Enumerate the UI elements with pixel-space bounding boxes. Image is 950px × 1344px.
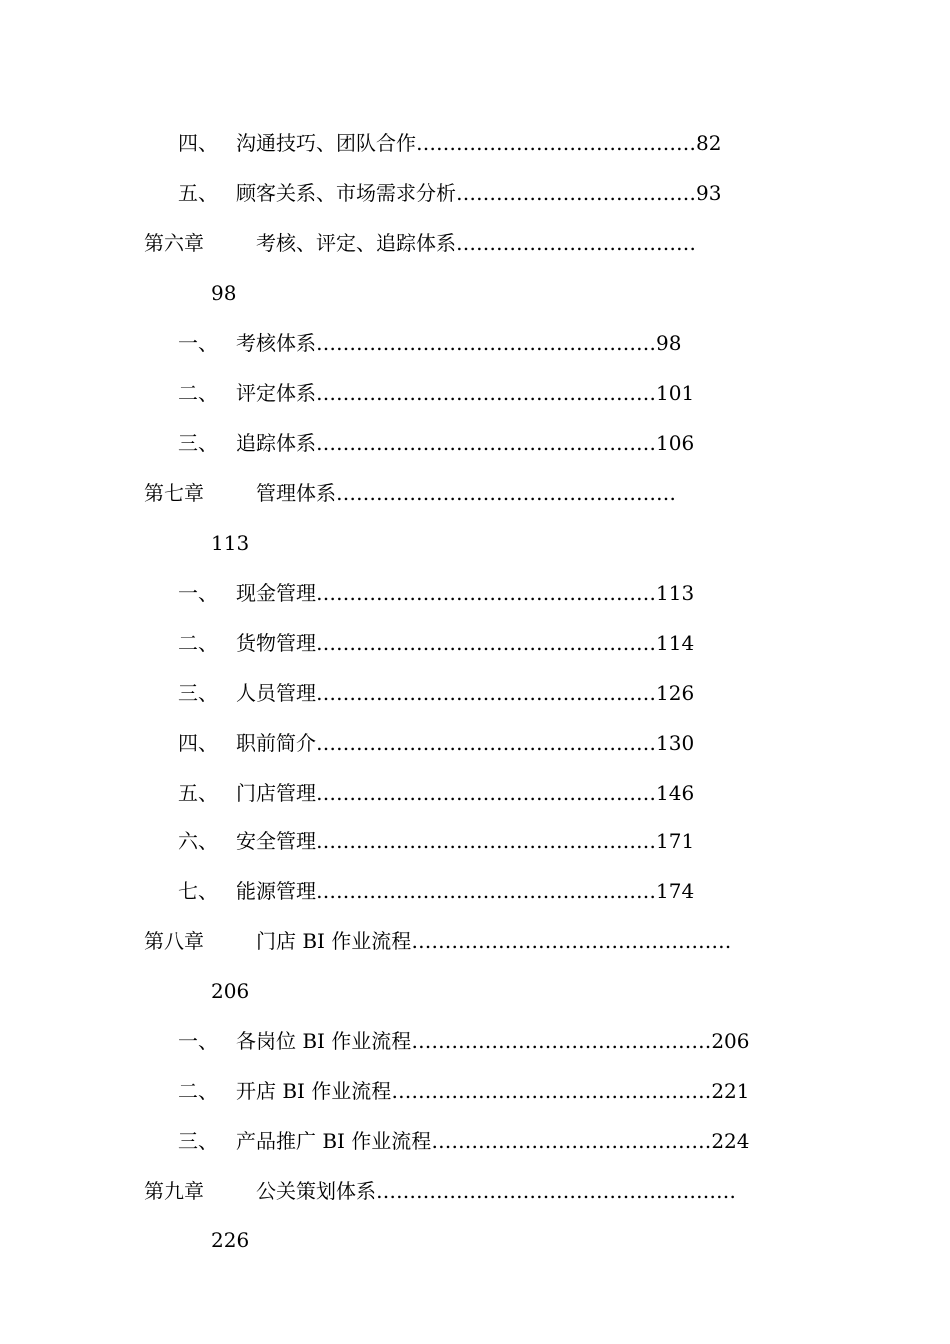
item-title: 门店管理 bbox=[236, 781, 316, 805]
item-title: 考核体系 bbox=[236, 331, 316, 355]
chapter-number: 第九章 bbox=[144, 1179, 204, 1203]
dot-leader: ……………………………………… bbox=[411, 1029, 712, 1053]
dot-leader: …………………………………………… bbox=[316, 731, 656, 755]
chapter-title: 门店 BI 作业流程 bbox=[256, 929, 412, 953]
dot-leader: ………………………………………… bbox=[411, 929, 732, 953]
toc-item-row bbox=[178, 129, 806, 157]
toc-item-row bbox=[178, 579, 806, 607]
toc-page-number: 114 bbox=[656, 631, 695, 655]
item-title: 开店 BI 作业流程 bbox=[236, 1079, 392, 1103]
toc-item-row bbox=[178, 329, 806, 357]
chapter-number: 第八章 bbox=[144, 929, 204, 953]
dot-leader: …………………………………………… bbox=[316, 431, 656, 455]
dot-leader: …………………………………… bbox=[416, 131, 696, 155]
item-number: 一、 bbox=[178, 581, 218, 605]
dot-leader: …………………………………………… bbox=[316, 781, 656, 805]
toc-page-number: 98 bbox=[211, 281, 237, 305]
dot-leader: …………………………………………… bbox=[316, 631, 656, 655]
item-title: 评定体系 bbox=[236, 381, 316, 405]
toc-item-row bbox=[178, 379, 806, 407]
item-number: 七、 bbox=[178, 879, 218, 903]
toc-page-number: 106 bbox=[656, 431, 695, 455]
toc-page-number: 101 bbox=[656, 381, 695, 405]
item-title: 追踪体系 bbox=[236, 431, 316, 455]
dot-leader: ………………………………………… bbox=[391, 1079, 712, 1103]
item-number: 六、 bbox=[178, 829, 218, 853]
toc-item-row bbox=[178, 827, 806, 855]
toc-page-number: 98 bbox=[656, 331, 682, 355]
toc-page-number: 206 bbox=[711, 1029, 750, 1053]
toc-chapter-row bbox=[144, 229, 806, 257]
item-title: 职前简介 bbox=[236, 731, 316, 755]
toc-page-number: 93 bbox=[696, 181, 722, 205]
dot-leader: …………………………………………… bbox=[316, 581, 656, 605]
toc-chapter-row bbox=[144, 479, 806, 507]
toc-item-row bbox=[178, 877, 806, 905]
item-title: 产品推广 BI 作业流程 bbox=[236, 1129, 432, 1153]
toc-chapter-row bbox=[144, 927, 806, 955]
toc-item-row bbox=[178, 679, 806, 707]
dot-leader: …………………………………………… bbox=[316, 331, 656, 355]
dot-leader: …………………………………………… bbox=[316, 681, 656, 705]
item-title: 能源管理 bbox=[236, 879, 316, 903]
item-number: 五、 bbox=[178, 781, 218, 805]
chapter-title: 考核、评定、追踪体系 bbox=[256, 231, 456, 255]
item-title: 货物管理 bbox=[236, 631, 316, 655]
toc-page-number: 146 bbox=[656, 781, 695, 805]
dot-leader: ……………………………… bbox=[456, 231, 696, 255]
toc-page-number: 113 bbox=[211, 531, 250, 555]
toc-item-row bbox=[178, 1027, 806, 1055]
toc-item-row bbox=[178, 429, 806, 457]
item-number: 一、 bbox=[178, 1029, 218, 1053]
toc-page-number: 82 bbox=[696, 131, 722, 155]
toc-page-number: 130 bbox=[656, 731, 695, 755]
toc-page-number: 224 bbox=[711, 1129, 750, 1153]
dot-leader: …………………………………… bbox=[431, 1129, 712, 1153]
toc-page-number: 206 bbox=[211, 979, 250, 1003]
item-number: 五、 bbox=[178, 181, 218, 205]
toc-item-row bbox=[178, 629, 806, 657]
chapter-number: 第七章 bbox=[144, 481, 204, 505]
toc-page-number: 113 bbox=[656, 581, 695, 605]
item-number: 二、 bbox=[178, 1079, 218, 1103]
item-number: 一、 bbox=[178, 331, 218, 355]
item-number: 三、 bbox=[178, 681, 218, 705]
item-number: 二、 bbox=[178, 631, 218, 655]
item-title: 安全管理 bbox=[236, 829, 316, 853]
item-title: 沟通技巧、团队合作 bbox=[236, 131, 416, 155]
dot-leader: …………………………………………… bbox=[316, 829, 656, 853]
dot-leader: ……………………………………………… bbox=[376, 1179, 736, 1203]
dot-leader: …………………………………………… bbox=[336, 481, 676, 505]
toc-item-row bbox=[178, 779, 806, 807]
dot-leader: ……………………………… bbox=[456, 181, 696, 205]
toc-page-number: 126 bbox=[656, 681, 695, 705]
toc-item-row bbox=[178, 179, 806, 207]
dot-leader: …………………………………………… bbox=[316, 879, 656, 903]
toc-page-number: 221 bbox=[711, 1079, 750, 1103]
item-number: 四、 bbox=[178, 131, 218, 155]
toc-page-number: 226 bbox=[211, 1228, 250, 1252]
item-title: 顾客关系、市场需求分析 bbox=[236, 181, 456, 205]
chapter-number: 第六章 bbox=[144, 231, 204, 255]
item-title: 人员管理 bbox=[236, 681, 316, 705]
toc-page-number: 171 bbox=[656, 829, 695, 853]
toc-chapter-row bbox=[144, 1177, 806, 1205]
item-number: 二、 bbox=[178, 381, 218, 405]
toc-page-number: 174 bbox=[656, 879, 695, 903]
chapter-title: 公关策划体系 bbox=[256, 1179, 376, 1203]
toc-item-row bbox=[178, 729, 806, 757]
item-title: 现金管理 bbox=[236, 581, 316, 605]
chapter-title: 管理体系 bbox=[256, 481, 336, 505]
item-number: 三、 bbox=[178, 1129, 218, 1153]
toc-item-row bbox=[178, 1127, 806, 1155]
dot-leader: …………………………………………… bbox=[316, 381, 656, 405]
item-number: 四、 bbox=[178, 731, 218, 755]
toc-item-row bbox=[178, 1077, 806, 1105]
item-number: 三、 bbox=[178, 431, 218, 455]
item-title: 各岗位 BI 作业流程 bbox=[236, 1029, 412, 1053]
